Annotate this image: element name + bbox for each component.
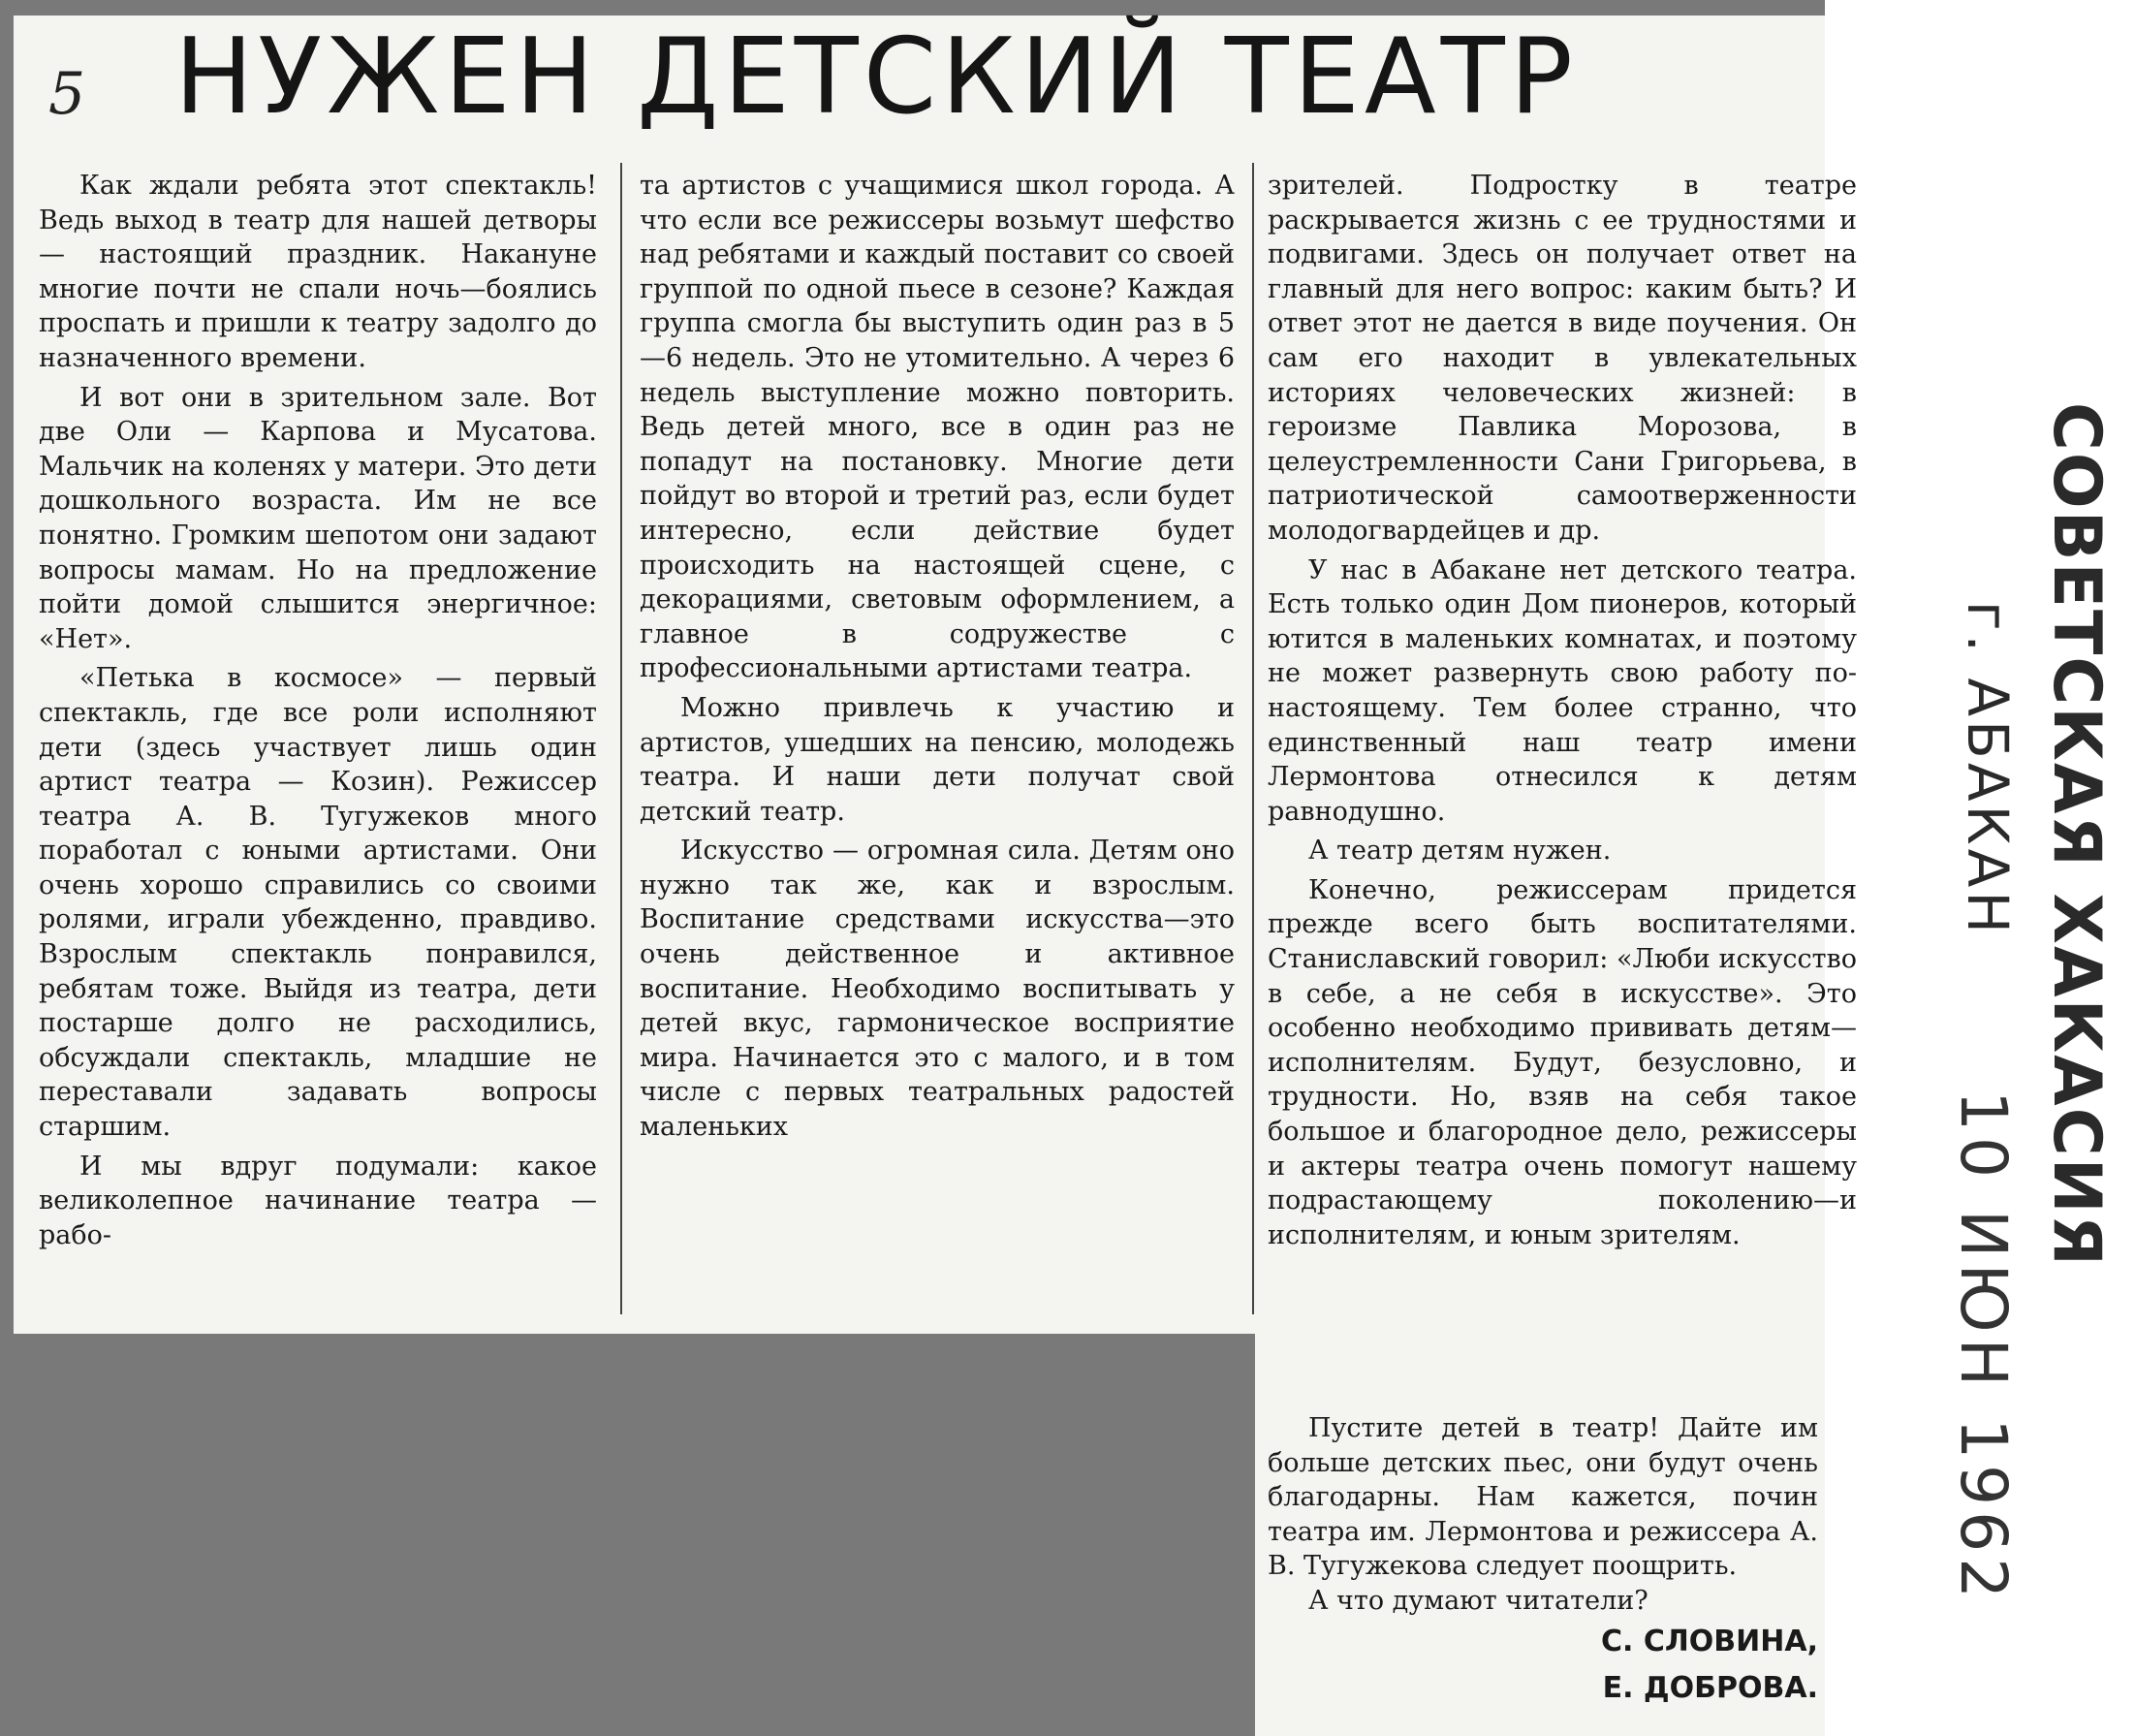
paragraph: Можно привлечь к участию и артистов, ушедших на пенсию, молодежь театра. И наши дети получат свой детский театр. [640,692,1235,827]
column-rule-2 [1252,163,1254,1314]
article-column-4 [1268,1411,1818,1712]
article-column-1 [39,169,597,1252]
stamp-date: 10 ИЮН 1962 [1946,1090,2021,1605]
paragraph: Искусство — огромная сила. Детям оно нужно так же, как и взрослым. Воспитание средствами искусства—это очень действенное и активное воспитание. Необходимо воспитывать у детей вкус, гармоническое восприятие мира. Начинается это с малого, и в том числе с первых театральных радостей маленьких [640,836,1235,1143]
paragraph: зрителей. Подростку в театре раскрывается жизнь с ее трудностями и подвигами. Здесь он получает ответ на главный для него вопрос: каким быть? И ответ этот не дается в виде поучения. Он сам его находит в увлекательных историях человеческих жизней: в героизме Павлика Морозова, в целеустремленности Сани Григорьева, в патриотической самоотверженности молодогвардейцев и др. [1268,171,1857,546]
author-name: С. СЛОВИНА, [1601,1624,1818,1658]
paragraph: А театр детям нужен. [1308,836,1612,867]
paragraph: Пустите детей в театр! Дайте им больше детских пьес, они будут очень благодарны. Нам кажется, почин театра им. Лермонтова и режиссера А. В. Тугужекова следует поощрить. [1268,1413,1818,1582]
paragraph: «Петька в космосе» — первый спектакль, где все роли исполняют дети (здесь участвует лишь один артист театра — Козин). Режиссер театра А. В. Тугужеков много поработал с юными артистами. Они очень хорошо справились со своими ролями, играли убежденно, правдиво. Взрослым спектакль понравился, ребятам тоже. Выйдя из театра, дети постарше долго не расходились, обсуждали спектакль, младшие не переставали задавать вопросы старшим. [39,663,597,1143]
paragraph: Как ждали ребята этот спектакль! Ведь выход в театр для нашей детворы — настоящий праздник. Накануне многие почти не спали ночь—боялись проспать и пришли к театру задолго до назначенного времени. [39,171,597,373]
article-column-2 [640,169,1235,1145]
paragraph: А что думают читатели? [1308,1585,1648,1616]
paragraph: та артистов с учащимися школ города. А что если все режиссеры возьмут шефство над ребятами и каждый поставит со своей группой по одной пьесе в сезоне? Каждая группа смогла бы выступить один раз в 5—6 недель. Это не утомительно. А через 6 недель выступление можно повторить. Ведь детей много, все в один раз не попадут на постановку. Многие дети пойдут во второй и третий раз, если будет интересно, если действие будет происходить на настоящей сцене, с декорациями, световым оформлением, а главное в содружестве с профессиональными артистами театра. [640,171,1235,684]
paragraph: И вот они в зрительном зале. Вот две Оли — Карпова и Мусатова. Мальчик на коленях у матери. Это дети дошкольного возраста. Им не все понятно. Громким шепотом они задают вопросы мамам. Но на предложение пойти домой слышится энергичное: «Нет». [39,382,597,654]
author-signature [1268,1619,1818,1712]
column-rule-1 [620,163,622,1314]
stamp-newspaper-name: СОВЕТСКАЯ ХАКАСИЯ [2038,402,2115,1268]
article-headline: НУЖЕН ДЕТСКИЙ ТЕАТР [174,16,1578,138]
page-number: 5 [48,60,86,128]
paragraph: И мы вдруг подумали: какое великолепное начинание театра — рабо- [39,1151,597,1250]
paragraph: Конечно, режиссерам придется прежде всего быть воспитателями. Станиславский говорил: «Люби искусство в себе, а не себя в искусстве». Это особенно необходимо прививать детям—исполнителям. Будут, безусловно, и трудности. Но, взяв на себя такое большое и благородное дело, режиссеры и актеры театра очень помогут нашему подрастающему поколению—и исполнителям, и юным зрителям. [1268,874,1857,1250]
author-name: Е. ДОБРОВА. [1602,1670,1818,1705]
article-column-3 [1268,169,1857,1252]
stamp-city: г. АБАКАН [1955,601,2021,937]
paragraph: У нас в Абакане нет детского театра. Есть только один Дом пионеров, который ютится в маленьких комнатах, и поэтому не может развернуть свою работу по-настоящему. Тем более странно, что единственный наш театр имени Лермонтова отнесился к детям равнодушно. [1268,554,1857,827]
